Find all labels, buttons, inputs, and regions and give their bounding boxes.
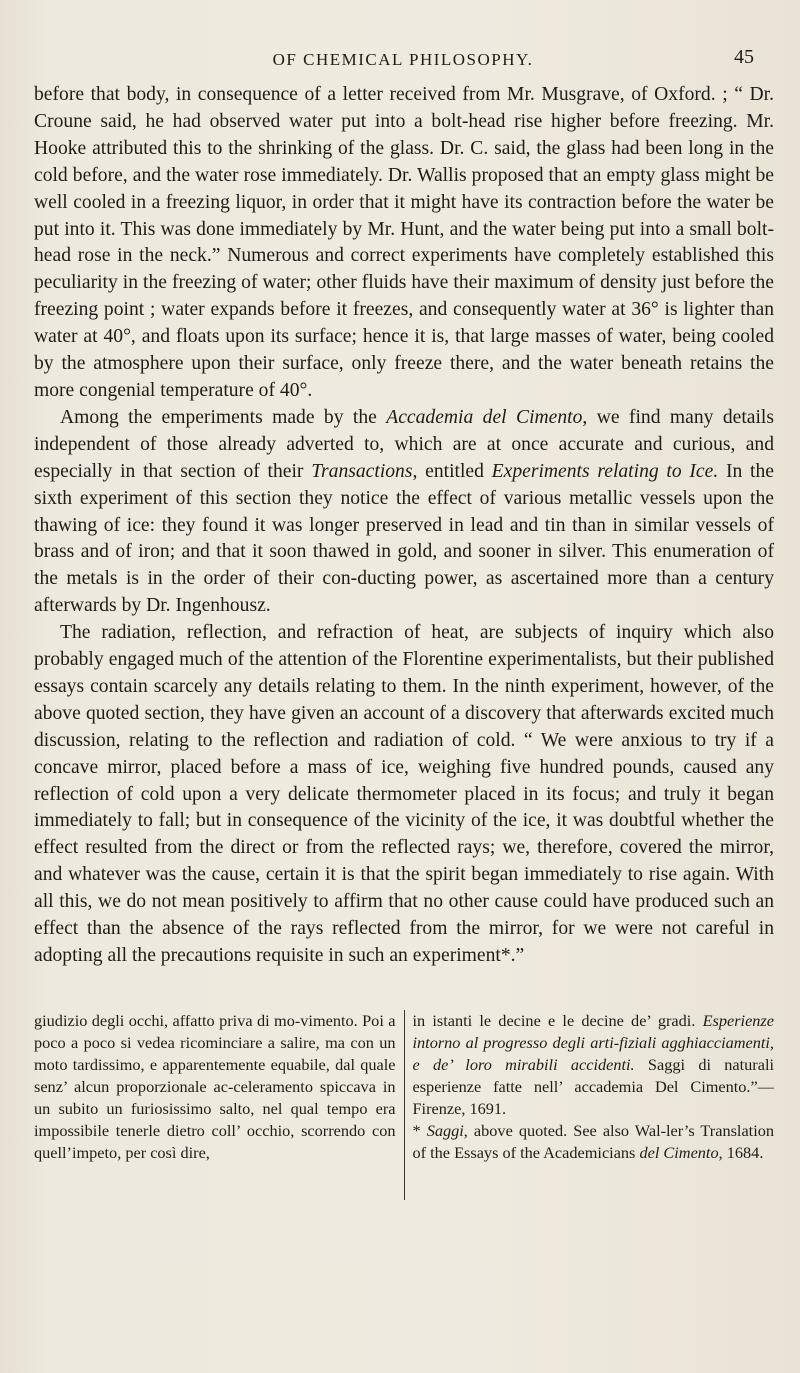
p2-span-0: Among the emperiments made by the <box>60 406 387 428</box>
footnote-text-right <box>413 1010 775 1164</box>
footnote-right-span-3-1: * <box>412 1121 427 1140</box>
footnote-left-span-0: giudizio degli occhi, affatto priva di mo-vimento. Poi a poco a poco si vedea ricominciare a salire, ma con un moto tardissimo, e apparentemente equabile, dal quale senz’ alcun proporzionale ac-celeramento spiccava in un subito un furiosissimo salto, nel qual tempo era impossibile tenerle dietro coll’ occhio, scorrendo con quell’impeto, per così dire, <box>34 1011 396 1162</box>
footnotes <box>34 1010 774 1200</box>
footnote-right-span-5: , above quoted. See also Wal-ler’s Translation of the Essays of the Academicians <box>412 1121 775 1162</box>
p2-span-4: , entitled <box>412 460 492 482</box>
footnote-right-span-7: , 1684. <box>718 1143 764 1162</box>
main-text <box>34 82 774 970</box>
footnote-text-left <box>34 1010 396 1164</box>
footnote-right-span-2: Saggi di naturali esperienze fatte nell’ accademia Del Cimento.”— Firenze, 1691. <box>412 1055 774 1118</box>
footnote-right-span-1: Esperienze intorno al progresso degli arti-fiziali agghiacciamenti, e de’ loro mirabili accidenti. <box>412 1011 774 1074</box>
footnote-right-span-4: Saggi <box>426 1121 464 1140</box>
paragraph-1 <box>34 82 774 405</box>
p2-span-3: Transactions <box>311 460 413 482</box>
footnote-column-right <box>405 1010 775 1200</box>
footnote-column-left <box>34 1010 405 1200</box>
p2-span-6: In the sixth experiment of this section they notice the effect of various metallic vessels upon the thawing of ice: they found it was longer preserved in lead and tin than in similar vessels of brass and of iron; and that it soon thawed in gold, and sooner in silver. This enumeration of the metals is in the order of their con-ducting power, as ascertained more than a century afterwards by Dr. Ingenhousz. <box>34 460 774 617</box>
p3-span-0: The radiation, reflection, and refraction of heat, are subjects of inquiry which also probably engaged much of the attention of the Florentine experimentalists, but their published essays contain scarcely any details relating to them. In the ninth experiment, however, of the above quoted section, they have given an account of a discovery that afterwards excited much discussion, relating to the reflection and radiation of cold. “ We were anxious to try if a concave mirror, placed before a mass of ice, weighing five hundred pounds, caused any reflection of cold upon a very delicate thermometer placed in its focus; and truly it began immediately to fall; but in consequence of the vicinity of the ice, it was doubtful whether the effect resulted from the direct or from the reflected rays; we, therefore, covered the mirror, and whatever was the cause, certain it is that the spirit began immediately to rise again. With all this, we do not mean positively to affirm that no other cause could have produced such an effect than the absence of the rays reflected from the mirror, for we were not careful in adopting all the precautions requisite in such an experiment*.” <box>34 622 774 966</box>
p2-span-2: , we find many details independent of those already adverted to, which are at once accurate and curious, and especially in that section of their <box>34 406 774 482</box>
p2-span-1: Accademia del Cimento <box>386 406 583 428</box>
p2-span-5: Experiments relating to Ice. <box>491 460 719 482</box>
footnote-right-span-6: del Cimento <box>639 1143 719 1162</box>
paragraph-3 <box>34 620 774 970</box>
running-head-title: OF CHEMICAL PHILOSOPHY. <box>272 50 534 69</box>
paragraph-2 <box>34 405 774 620</box>
p1-span-0: before that body, in consequence of a letter received from Mr. Musgrave, of Oxford. ; “ Dr. Croune said, he had observed water put into a bolt-head rise higher before freezing. Mr. Hooke attributed this to the shrinking of the glass. Dr. C. said, the glass had been long in the cold before, and the water rose immediately. Dr. Wallis proposed that an empty glass might be well cooled in a freezing liquor, in order that it might have its contraction before the water be put into it. This was done immediately by Mr. Hunt, and the water being put into a small bolt-head rose in the neck.” Numerous and correct experiments have completely established this peculiarity in the freezing of water; other fluids have their maximum of density just before the freezing point ; water expands before it freezes, and consequently water at 36° is lighter than water at 40°, and floats upon its surface; hence it is, that large masses of water, being cooled by the atmosphere upon their surface, only freeze there, and the water beneath retains the more congenial temperature of 40°. <box>34 84 774 401</box>
footnote-right-span-0: in istanti le decine e le decine de’ gradi. <box>412 1011 703 1030</box>
running-head <box>34 44 772 70</box>
page-number: 45 <box>734 46 754 68</box>
